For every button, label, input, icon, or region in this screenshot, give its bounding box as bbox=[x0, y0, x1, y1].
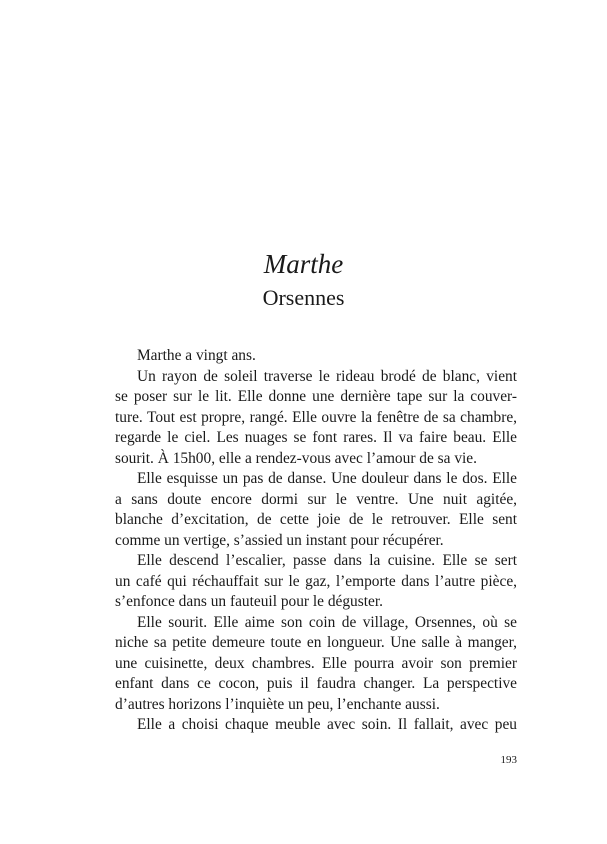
text-line: a sans doute encore dormi sur le ventre. Une nuit agitée, bbox=[115, 490, 517, 508]
text-line: se poser sur le lit. Elle donne une dernière tape sur la couver- bbox=[115, 388, 517, 405]
chapter-subtitle: Orsennes bbox=[262, 285, 345, 310]
text-line: Elle sourit. Elle aime son coin de village, Orsennes, où se bbox=[137, 613, 517, 631]
text-line: blanche d’excitation, de cette joie de le retrouver. Elle sent bbox=[115, 511, 517, 528]
chapter-title: Marthe bbox=[263, 249, 344, 279]
text-line: une cuisinette, deux chambres. Elle pourra avoir son premier bbox=[115, 654, 517, 672]
text-line: un café qui réchauffait sur le gaz, l’emporte dans l’autre pièce, bbox=[115, 572, 517, 590]
text-line: enfant dans ce cocon, puis il faudra changer. La perspective bbox=[115, 675, 517, 692]
text-line: ture. Tout est propre, rangé. Elle ouvre la fenêtre de sa chambre, bbox=[115, 408, 517, 426]
text-line: sourit. À 15h00, elle a rendez-vous avec l’amour de sa vie. bbox=[115, 449, 477, 467]
text-line: niche sa petite demeure toute en longueur. Une salle à manger, bbox=[115, 634, 517, 651]
text-line: Un rayon de soleil traverse le rideau brodé de blanc, vient bbox=[137, 367, 517, 385]
body-text bbox=[115, 346, 517, 736]
text-line: comme un vertige, s’assied un instant pour récupérer. bbox=[115, 531, 444, 549]
text-line: Elle a choisi chaque meuble avec soin. Il fallait, avec peu bbox=[137, 716, 517, 733]
text-line: Elle descend l’escalier, passe dans la cuisine. Elle se sert bbox=[137, 552, 517, 569]
text-line: d’autres horizons l’inquiète un peu, l’enchante aussi. bbox=[115, 695, 440, 713]
text-line: regarde le ciel. Les nuages se font rares. Il va faire beau. Elle bbox=[115, 429, 517, 446]
text-line: s’enfonce dans un fauteuil pour le déguster. bbox=[115, 593, 383, 610]
page-number: 193 bbox=[500, 754, 517, 766]
text-line: Marthe a vingt ans. bbox=[137, 347, 256, 364]
text-line: Elle esquisse un pas de danse. Une douleur dans le dos. Elle bbox=[137, 470, 517, 487]
